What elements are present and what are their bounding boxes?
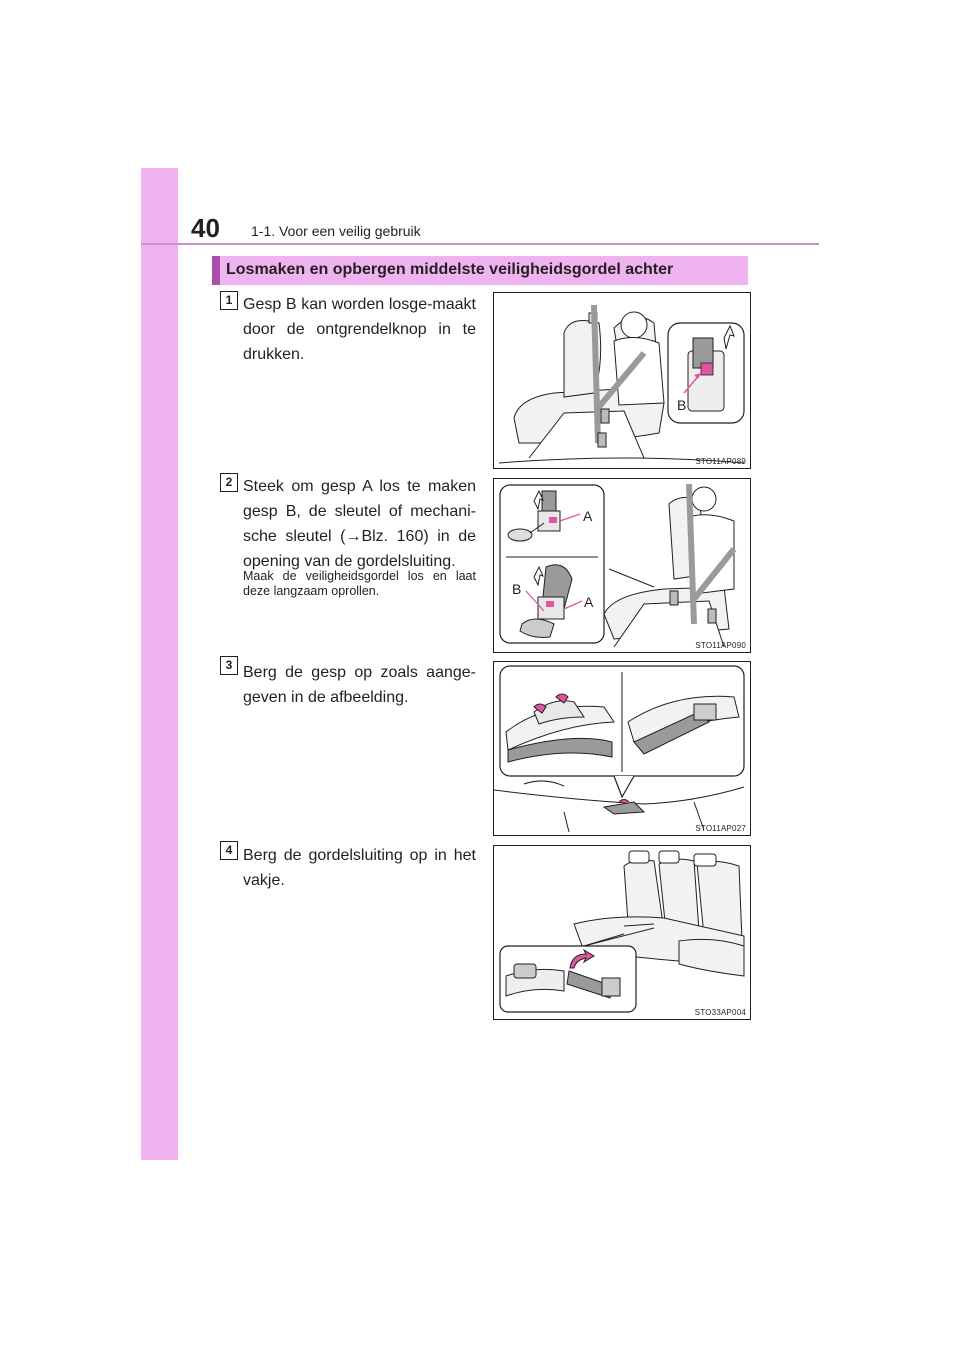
figure-step-4-code: STO33AP004: [694, 1008, 746, 1017]
topic-title-accent: [212, 256, 220, 285]
step-3-number: 3: [220, 656, 238, 675]
topic-title: Losmaken en opbergen middelste veiligheidsgordel achter: [226, 261, 674, 278]
figure-step-3-code: STO11AP027: [695, 824, 746, 833]
figure-step-1: [493, 292, 751, 469]
figure-step-3-illustration: [494, 662, 750, 835]
figure-step-2-label-a-top: A: [583, 508, 593, 524]
step-2-number: 2: [220, 473, 238, 492]
figure-step-1-code: STO11AP089: [695, 457, 746, 466]
figure-step-2-code: STO11AP090: [695, 641, 746, 650]
figure-step-2-label-a-bottom: A: [584, 594, 594, 610]
figure-step-1-label-b: B: [677, 397, 687, 413]
figure-step-3: [493, 661, 751, 836]
figure-step-4-illustration: [494, 846, 750, 1019]
page-number: 40: [191, 213, 220, 243]
step-4-text: Berg de gordelsluiting op in het vakje.: [243, 847, 476, 889]
step-2-text: Steek om gesp A los te maken gesp B, de sleutel of mechani-sche sleutel (→Blz. 160) in de opening van de gordelsluiting.: [243, 478, 476, 570]
section-title: 1-1. Voor een veilig gebruik: [251, 223, 421, 239]
figure-step-1-illustration: [494, 293, 750, 468]
step-1-number: 1: [220, 291, 238, 310]
step-1-text: Gesp B kan worden losge-maakt door de ontgrendelknop in te drukken.: [243, 296, 476, 363]
figure-step-2-illustration: [494, 479, 750, 652]
figure-step-2-label-b: B: [512, 581, 522, 597]
figure-step-4: [493, 845, 751, 1020]
step-3-text: Berg de gesp op zoals aange-geven in de afbeelding.: [243, 664, 476, 706]
step-2-note: Maak de veiligheidsgordel los en laat deze langzaam oprollen.: [243, 569, 476, 598]
step-4-number: 4: [220, 841, 238, 860]
figure-step-2: [493, 478, 751, 653]
chapter-side-tab: [141, 168, 178, 1160]
header-rule: [141, 243, 819, 245]
